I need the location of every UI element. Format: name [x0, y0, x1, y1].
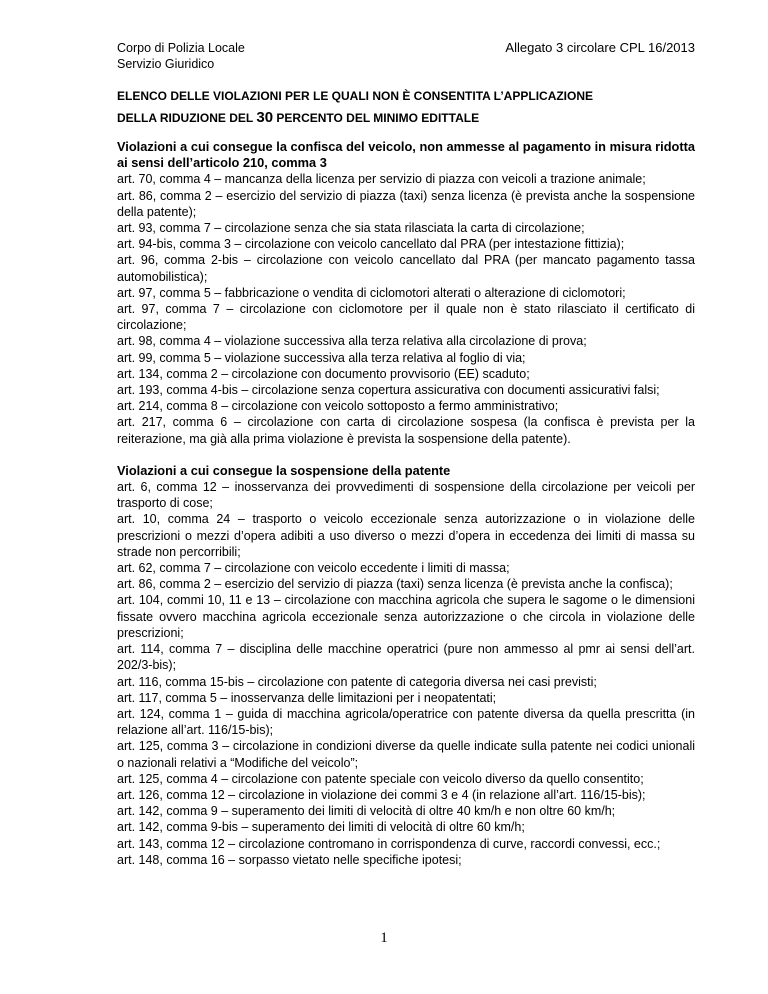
org-department: Servizio Giuridico [117, 57, 215, 71]
violation-item: art. 62, comma 7 – circolazione con veicolo eccedente i limiti di massa; [117, 561, 510, 576]
violation-item: art. 97, comma 5 – fabbricazione o vendita di ciclomotori alterati o alterazione di ciclomotori; [117, 285, 626, 300]
violation-item: art. 114, comma 7 – disciplina delle macchine operatrici (pure non ammesso al pmr ai sensi dell’art. 202/3-bis); [117, 642, 695, 673]
violation-item: art. 193, comma 4-bis – circolazione senza copertura assicurativa con documenti assicurativi falsi; [117, 383, 660, 398]
violation-item: art. 86, comma 2 – esercizio del servizio di piazza (taxi) senza licenza (è prevista anche la confisca); [117, 577, 673, 592]
violation-item: art. 142, comma 9-bis – superamento dei limiti di velocità di oltre 60 km/h; [117, 820, 525, 835]
header-reference: Allegato 3 circolare CPL 16/2013 [505, 40, 695, 55]
title-line-1: ELENCO DELLE VIOLAZIONI PER LE QUALI NON È CONSENTITA L’APPLICAZIONE [117, 89, 594, 103]
document-title [117, 86, 697, 129]
header-organization [117, 40, 245, 72]
violation-item: art. 99, comma 5 – violazione successiva alla terza relativa al foglio di via; [117, 350, 526, 365]
violation-item: art. 124, comma 1 – guida di macchina agricola/operatrice con patente diversa da quella prescritta (in relazione all’art. 116/15-bis); [117, 706, 695, 738]
section-heading: Violazioni a cui consegue la sospensione della patente [117, 462, 451, 478]
document-body [117, 139, 695, 884]
violation-item: art. 143, comma 12 – circolazione contromano in corrispondenza di curve, raccordi convessi, ecc.; [117, 836, 661, 851]
violation-item: art. 214, comma 8 – circolazione con veicolo sottoposto a fermo amministrativo; [117, 399, 559, 414]
violation-item: art. 104, commi 10, 11 e 13 – circolazione con macchina agricola che supera le sagome o le dimensioni fissate ovvero macchina agricola eccezionale senza autorizzazione o che circola in violazione delle prescrizioni; [117, 593, 695, 640]
violation-item: art. 93, comma 7 – circolazione senza che sia stata rilasciata la carta di circolazione; [117, 221, 585, 236]
violation-item: art. 134, comma 2 – circolazione con documento provvisorio (EE) scaduto; [117, 366, 530, 381]
violation-item: art. 148, comma 16 – sorpasso vietato nelle specifiche ipotesi; [117, 852, 462, 867]
violation-item: art. 142, comma 9 – superamento dei limiti di velocità di oltre 40 km/h e non oltre 60 km/h; [117, 804, 616, 819]
violation-item: art. 125, comma 4 – circolazione con patente speciale con veicolo diverso da quello consentito; [117, 771, 644, 786]
title-line-2-number: 30 [256, 109, 274, 126]
violation-item: art. 96, comma 2-bis – circolazione con veicolo cancellato dal PRA (per mancato pagamento tassa automobilistica); [117, 253, 695, 284]
violation-section [117, 463, 695, 868]
violation-item: art. 116, comma 15-bis – circolazione con patente di categoria diversa nei casi previsti; [117, 674, 597, 689]
violation-item: art. 126, comma 12 – circolazione in violazione dei commi 3 e 4 (in relazione all’art. 116/15-bis); [117, 787, 646, 802]
violation-item: art. 70, comma 4 – mancanza della licenza per servizio di piazza con veicoli a trazione animale; [117, 172, 646, 187]
violation-item: art. 125, comma 3 – circolazione in condizioni diverse da quelle indicate sulla patente nei codici unionali o nazionali relativi a “Modifiche del veicolo”; [117, 739, 695, 770]
violation-item: art. 98, comma 4 – violazione successiva alla terza relativa alla circolazione di prova; [117, 334, 587, 349]
violation-section [117, 139, 695, 447]
title-line-2-post: PERCENTO DEL MINIMO EDITTALE [276, 111, 480, 125]
violation-item: art. 6, comma 12 – inosservanza dei provvedimenti di sospensione della circolazione per veicoli per trasporto di cose; [117, 480, 695, 511]
violation-item: art. 217, comma 6 – circolazione con carta di circolazione sospesa (la confisca è prevista per la reiterazione, ma già alla prima violazione è prevista la sospensione della patente). [117, 415, 695, 446]
title-line-2 [117, 107, 697, 129]
violation-item: art. 117, comma 5 – inosservanza delle limitazioni per i neopatentati; [117, 690, 497, 705]
violation-item: art. 97, comma 7 – circolazione con ciclomotore per il quale non è stato rilasciato il certificato di circolazione; [117, 302, 695, 333]
violation-item: art. 86, comma 2 – esercizio del servizio di piazza (taxi) senza licenza (è prevista anche la sospensione della patente); [117, 188, 695, 219]
violation-item: art. 10, comma 24 – trasporto o veicolo eccezionale senza autorizzazione o in violazione delle prescrizioni o mezzi d’opera adibiti a uso diverso o mezzi d’opera in eccedenza dei limiti di massa su strade non percorribili; [117, 512, 695, 559]
violation-item: art. 94-bis, comma 3 – circolazione con veicolo cancellato dal PRA (per intestazione fittizia); [117, 237, 625, 252]
org-name: Corpo di Polizia Locale [117, 41, 245, 55]
section-heading: Violazioni a cui consegue la confisca del veicolo, non ammesse al pagamento in misura ridotta ai sensi dell’articolo 210, comma 3 [117, 139, 695, 171]
title-line-2-pre: DELLA RIDUZIONE DEL [117, 111, 254, 125]
page-number: 1 [380, 930, 388, 946]
